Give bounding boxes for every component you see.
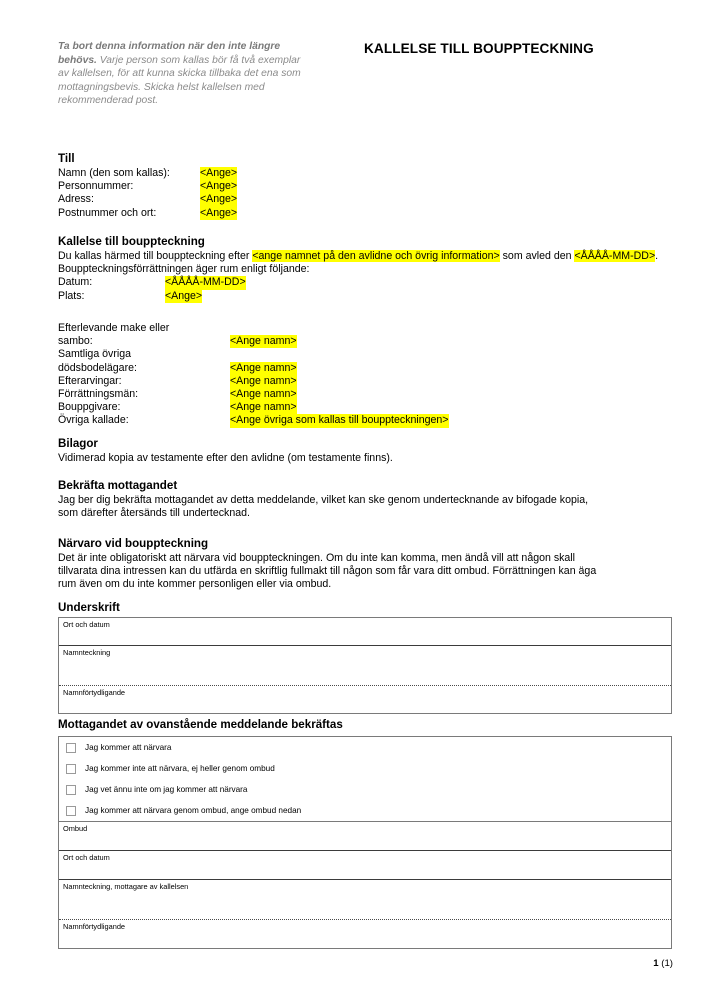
checkbox-icon[interactable] bbox=[66, 806, 76, 816]
kallelse-row bbox=[58, 276, 672, 289]
till-row-label: Postnummer och ort: bbox=[58, 206, 157, 219]
section-narvaro-heading: Närvaro vid bouppteckning bbox=[58, 537, 209, 550]
confirmation-signature-table bbox=[58, 821, 672, 949]
recipient-field-list bbox=[58, 322, 672, 428]
confirmation-option-label: Jag vet ännu inte om jag kommer att närvara bbox=[85, 784, 248, 794]
section-till bbox=[58, 152, 672, 220]
till-row-value[interactable]: <Ange> bbox=[200, 206, 238, 219]
recipient-row-value[interactable]: <Ange namn> bbox=[230, 388, 297, 401]
recipient-label-line1: Efterlevande make eller bbox=[58, 322, 170, 334]
confirmation-option-not-attend[interactable] bbox=[59, 758, 671, 779]
till-row-label: Namn (den som kallas): bbox=[58, 167, 170, 179]
till-row bbox=[58, 207, 672, 220]
confirmation-option-label: Jag kommer att närvara genom ombud, ange ombud nedan bbox=[85, 805, 302, 815]
till-row-value[interactable]: <Ange> bbox=[200, 180, 238, 193]
intro-note-strong: Ta bort denna information när den inte längre behövs. bbox=[58, 41, 281, 66]
confirmation-field-namnteckning[interactable] bbox=[59, 880, 671, 920]
recipient-row-label: Övriga kallade: bbox=[58, 414, 129, 427]
confirmation-options-table bbox=[58, 736, 672, 822]
till-row-value[interactable]: <Ange> bbox=[200, 193, 238, 206]
section-bilagor bbox=[58, 437, 672, 465]
recipient-row bbox=[58, 388, 672, 401]
page-number-current: 1 bbox=[653, 958, 659, 969]
checkbox-icon[interactable] bbox=[66, 764, 76, 774]
kallelse-row-value[interactable]: <Ange> bbox=[165, 289, 203, 302]
recipient-row-value[interactable]: <Ange övriga som kallas till bouppteckningen> bbox=[230, 414, 449, 427]
narvaro-line-2: tillvarata dina intressen kan du utfärda en skriftlig fullmakt till någon som får vara ditt ombud. Förrättningen kan äga bbox=[58, 565, 597, 578]
signature-table bbox=[58, 617, 672, 714]
kallelse-placeholder-deceased[interactable]: <ange namnet på den avlidne och övrig information> bbox=[252, 250, 500, 262]
kallelse-text-1: Du kallas härmed till bouppteckning efter bbox=[58, 250, 253, 262]
recipient-row-value[interactable]: <Ange namn> bbox=[230, 361, 297, 374]
recipient-row bbox=[58, 375, 672, 388]
till-row-label: Personnummer: bbox=[58, 180, 134, 193]
till-row bbox=[58, 180, 672, 193]
narvaro-line-3: rum även om du inte kommer personligen eller via ombud. bbox=[58, 578, 332, 591]
kallelse-row-value[interactable]: <ÅÅÅÅ-MM-DD> bbox=[165, 276, 246, 289]
kallelse-row-label: Datum: bbox=[58, 276, 93, 289]
confirmation-field-namnfortydligande[interactable] bbox=[59, 920, 671, 948]
confirmation-option-attend[interactable] bbox=[59, 737, 671, 758]
section-mottagandet-heading: Mottagandet av ovanstående meddelande bekräftas bbox=[58, 718, 343, 731]
kallelse-paragraph bbox=[58, 250, 672, 276]
recipient-row-label bbox=[58, 322, 230, 348]
page-number bbox=[653, 958, 673, 970]
signature-field-namnteckning[interactable] bbox=[59, 646, 671, 686]
recipient-row-label: Bouppgivare: bbox=[58, 401, 121, 414]
confirmation-option-label: Jag kommer inte att närvara, ej heller genom ombud bbox=[85, 763, 275, 773]
section-recipients bbox=[58, 322, 672, 428]
signature-field-ort-och-datum[interactable] bbox=[59, 618, 671, 646]
recipient-label-line2: sambo: bbox=[58, 335, 93, 348]
confirmation-field-ort-och-datum[interactable] bbox=[59, 851, 671, 880]
till-row-label: Adress: bbox=[58, 193, 94, 206]
kallelse-text-2: som avled den bbox=[499, 250, 575, 262]
confirmation-option-unknown[interactable] bbox=[59, 779, 671, 800]
kallelse-text-3: . Bouppteckningsförrättningen äger rum enligt följande: bbox=[58, 250, 659, 276]
field-caption: Namnförtydligande bbox=[63, 922, 126, 931]
recipient-row bbox=[58, 401, 672, 414]
section-mottagandet bbox=[58, 718, 672, 733]
confirmation-option-proxy[interactable] bbox=[59, 800, 671, 821]
till-field-list bbox=[58, 167, 672, 220]
recipient-row-label: Förrättningsmän: bbox=[58, 388, 139, 401]
till-row bbox=[58, 193, 672, 206]
kallelse-field-list bbox=[58, 276, 672, 302]
field-caption: Ort och datum bbox=[63, 620, 110, 629]
section-bilagor-heading: Bilagor bbox=[58, 437, 98, 450]
recipient-label-line2: dödsbodelägare: bbox=[58, 361, 137, 374]
checkbox-icon[interactable] bbox=[66, 785, 76, 795]
recipient-row-value[interactable]: <Ange namn> bbox=[230, 335, 297, 348]
field-caption: Namnförtydligande bbox=[63, 688, 126, 697]
bekrafta-line-2: som därefter återsänds till undertecknad. bbox=[58, 507, 250, 520]
recipient-row-value[interactable]: <Ange namn> bbox=[230, 374, 297, 387]
recipient-row-label bbox=[58, 348, 230, 374]
field-caption: Namnteckning bbox=[63, 648, 111, 657]
kallelse-row bbox=[58, 290, 672, 303]
page-title: KALLELSE TILL BOUPPTECKNING bbox=[364, 41, 594, 56]
bilagor-text: Vidimerad kopia av testamente efter den avlidne (om testamente finns). bbox=[58, 452, 393, 464]
recipient-label-line1: Samtliga övriga bbox=[58, 348, 132, 361]
document-header bbox=[58, 40, 658, 108]
intro-note bbox=[58, 40, 308, 108]
section-till-heading: Till bbox=[58, 152, 75, 165]
kallelse-row-label: Plats: bbox=[58, 289, 85, 302]
recipient-row bbox=[58, 414, 672, 427]
till-row-value[interactable]: <Ange> bbox=[200, 167, 238, 179]
narvaro-line-1: Det är inte obligatoriskt att närvara vid bouppteckningen. Om du inte kan komma, men ändå vill att någon skall bbox=[58, 552, 576, 564]
intro-note-body: Varje person som kallas bör få två exemplar av kallelsen, för att kunna skicka tillbaka det ena som mottagningsbevis. Skicka helst kallelsen med rekommenderad post. bbox=[58, 54, 301, 107]
field-caption: Ombud bbox=[63, 824, 88, 833]
section-kallelse-heading: Kallelse till bouppteckning bbox=[58, 235, 205, 248]
kallelse-placeholder-death-date[interactable]: <ÅÅÅÅ-MM-DD> bbox=[574, 250, 656, 262]
confirmation-field-ombud[interactable] bbox=[59, 822, 671, 851]
checkbox-icon[interactable] bbox=[66, 743, 76, 753]
section-kallelse bbox=[58, 235, 672, 303]
field-caption: Ort och datum bbox=[63, 853, 110, 862]
confirmation-option-label: Jag kommer att närvara bbox=[85, 742, 172, 752]
recipient-row-value[interactable]: <Ange namn> bbox=[230, 401, 297, 414]
till-row bbox=[58, 167, 672, 180]
section-underskrift bbox=[58, 601, 672, 616]
section-underskrift-heading: Underskrift bbox=[58, 601, 120, 614]
recipient-row bbox=[58, 348, 672, 374]
recipient-row bbox=[58, 322, 672, 348]
field-caption: Namnteckning, mottagare av kallelsen bbox=[63, 882, 189, 891]
bekrafta-line-1: Jag ber dig bekräfta mottagandet av detta meddelande, vilket kan ske genom undertecknande av bifogade kopia, bbox=[58, 494, 589, 506]
signature-field-namnfortydligande[interactable] bbox=[59, 686, 671, 713]
section-narvaro bbox=[58, 537, 672, 592]
section-bekrafta bbox=[58, 479, 672, 520]
recipient-row-label: Efterarvingar: bbox=[58, 374, 122, 387]
section-bekrafta-heading: Bekräfta mottagandet bbox=[58, 479, 178, 492]
page-number-total: (1) bbox=[658, 958, 673, 969]
